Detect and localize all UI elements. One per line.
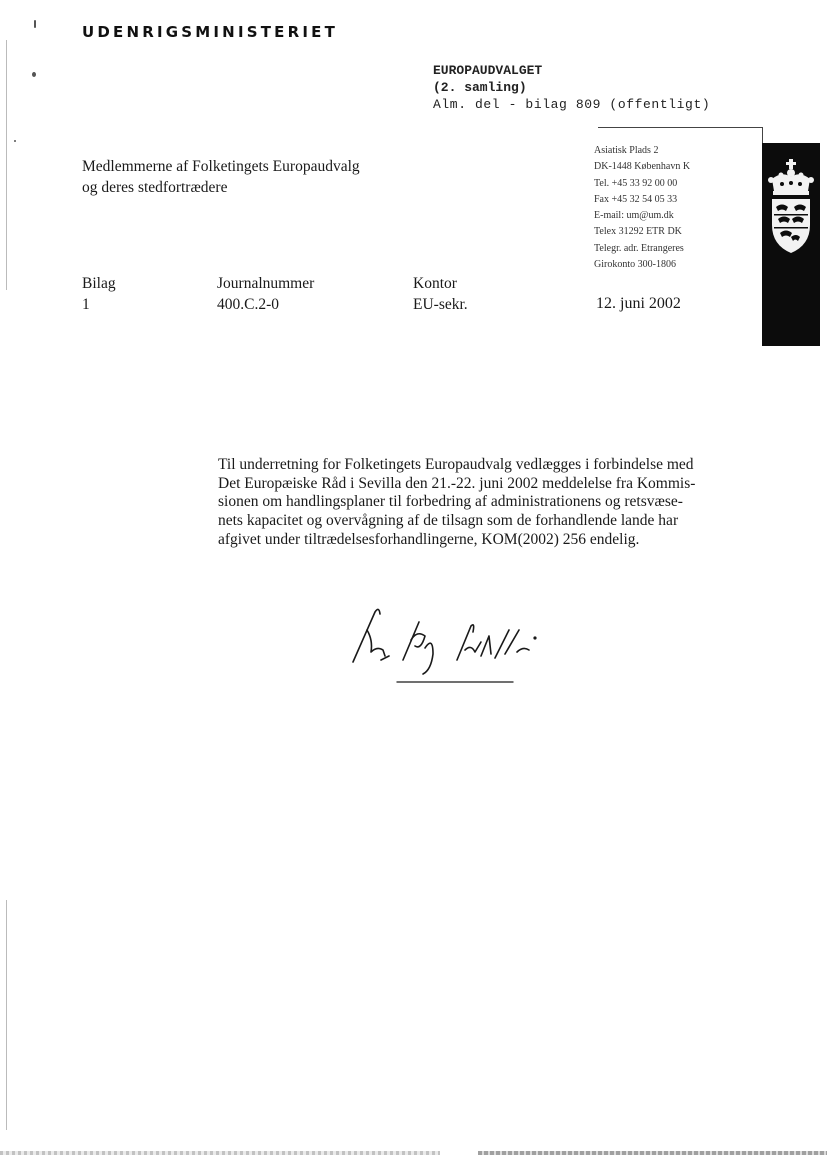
contact-telegraph: Telegr. adr. Etrangeres [594, 242, 684, 254]
contact-block [594, 143, 690, 273]
contact-fax: Fax +45 32 54 05 33 [594, 193, 678, 205]
kontor-value: EU-sekr. [413, 296, 468, 313]
registration-stamp [433, 62, 710, 113]
scan-speck [34, 20, 36, 28]
scan-margin-line [6, 900, 7, 1130]
body-paragraph [218, 456, 750, 550]
coat-of-arms-icon [762, 157, 820, 267]
contact-email: E-mail: um@um.dk [594, 210, 674, 222]
body-line: Til underretning for Folketingets Europaudvalg vedlægges i forbindelse med [218, 456, 694, 473]
kontor-label: Kontor [413, 275, 457, 292]
letter-date: 12. juni 2002 [596, 295, 681, 312]
handwritten-signature [345, 600, 555, 690]
contact-postal: DK-1448 København K [594, 161, 691, 173]
journal-value: 400.C.2-0 [217, 296, 279, 313]
stamp-session: (2. samling) [433, 80, 527, 95]
body-line: Det Europæiske Råd i Sevilla den 21.-22. juni 2002 meddelelse fra Kommis- [218, 474, 696, 492]
body-line: afgivet under tiltrædelsesforhandlingerne, KOM(2002) 256 endelig. [218, 530, 640, 548]
contact-rule [598, 127, 762, 128]
bilag-value: 1 [82, 296, 90, 313]
journal-label: Journalnummer [217, 275, 315, 292]
recipient-line-1: Medlemmerne af Folketingets Europaudvalg [82, 158, 360, 175]
scan-speck [32, 72, 36, 77]
scan-edge-strip [478, 1151, 827, 1155]
scan-speck [14, 140, 16, 142]
body-line: nets kapacitet og overvågning af de tilsagn som de forhandlende lande har [218, 512, 679, 530]
contact-address: Asiatisk Plads 2 [594, 145, 659, 156]
recipient-line-2: og deres stedfortrædere [82, 179, 228, 196]
contact-phone: Tel. +45 33 92 00 00 [594, 177, 678, 189]
crest-bar [762, 143, 820, 346]
bilag-label: Bilag [82, 275, 116, 292]
stamp-committee: EUROPAUDVALGET [433, 63, 543, 78]
contact-telex: Telex 31292 ETR DK [594, 226, 682, 238]
scan-edge-strip [0, 1151, 440, 1155]
recipient-block [82, 156, 360, 198]
contact-giro: Girokonto 300-1806 [594, 259, 676, 271]
ministry-wordmark: UDENRIGSMINISTERIET [82, 23, 339, 41]
scan-margin-line [6, 40, 7, 290]
body-line: sionen om handlingsplaner til forbedring af administrationens og retsvæse- [218, 493, 683, 511]
stamp-reference: Alm. del - bilag 809 (offentligt) [433, 97, 711, 112]
